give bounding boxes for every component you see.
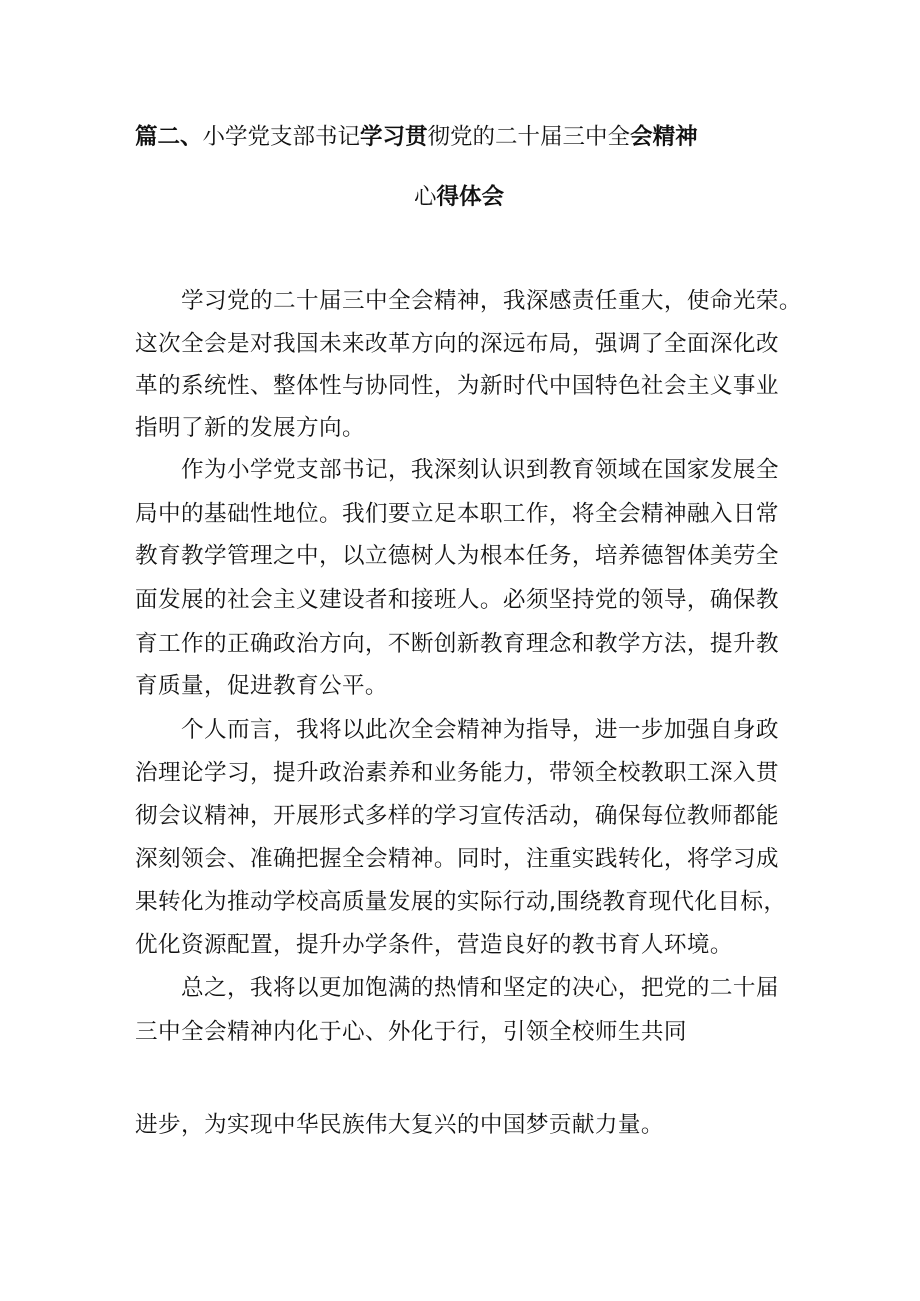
paragraph-3-line-2: 治理论学习，提升政治素养和业务能力，带领全校教职工深入贯 — [135, 760, 779, 786]
title-experience: 得体会 — [436, 184, 505, 210]
paragraph-1-line-2: 这次全会是对我国未来改革方向的深远布局，强调了全面深化改 — [135, 331, 779, 357]
paragraph-3-line-5: 果转化为推动学校高质量发展的实际行动,围绕教育现代化目标， — [135, 889, 787, 915]
paragraph-4-line-1: 总之，我将以更加饱满的热情和坚定的决心，把党的二十届 — [181, 975, 779, 1001]
paragraph-1-line-4: 指明了新的发展方向。 — [135, 415, 365, 441]
paragraph-1-line-1: 学习党的二十届三中全会精神，我深感责任重大，使命光荣。 — [181, 288, 802, 314]
title-party-session: 彻党的二十届三中全 — [427, 124, 631, 150]
paragraph-2-line-1: 作为小学党支部书记，我深刻认识到教育领域在国家发展全 — [181, 457, 779, 483]
title-bold-spirit: 会精神 — [630, 124, 698, 150]
title-line-1 — [135, 122, 698, 152]
title-bold-study: 学习贯 — [360, 124, 428, 150]
paragraph-3-line-3: 彻会议精神，开展形式多样的学习宣传活动，确保每位教师都能 — [135, 803, 779, 829]
paragraph-3-line-6: 优化资源配置，提升办学条件，营造良好的教书育人环境。 — [135, 932, 733, 958]
title-prefix: 篇二、 — [135, 124, 203, 150]
paragraph-2-line-6: 育质量，促进教育公平。 — [135, 673, 388, 699]
paragraph-1-line-3: 革的系统性、整体性与协同性，为新时代中国特色社会主义事业 — [135, 373, 779, 399]
paragraph-4-line-2: 三中全会精神内化于心、外化于行，引领全校师生共同 — [135, 1019, 687, 1045]
paragraph-2-line-4: 面发展的社会主义建设者和接班人。必须坚持党的领导，确保教 — [135, 587, 779, 613]
paragraph-3-line-4: 深刻领会、准确把握全会精神。同时，注重实践转化，将学习成 — [135, 846, 779, 872]
title-line-2 — [414, 182, 504, 212]
title-subject: 小学党支部书记 — [202, 124, 361, 150]
paragraph-2-line-5: 育工作的正确政治方向，不断创新教育理念和教学方法，提升教 — [135, 631, 779, 657]
paragraph-4-line-3: 进步，为实现中华民族伟大复兴的中国梦贡献力量。 — [135, 1112, 664, 1138]
paragraph-3-line-1: 个人而言，我将以此次全会精神为指导，进一步加强自身政 — [181, 717, 779, 743]
title-heart: 心 — [414, 184, 437, 210]
paragraph-2-line-2: 局中的基础性地位。我们要立足本职工作，将全会精神融入日常 — [135, 501, 779, 527]
paragraph-2-line-3: 教育教学管理之中，以立德树人为根本任务，培养德智体美劳全 — [135, 543, 779, 569]
